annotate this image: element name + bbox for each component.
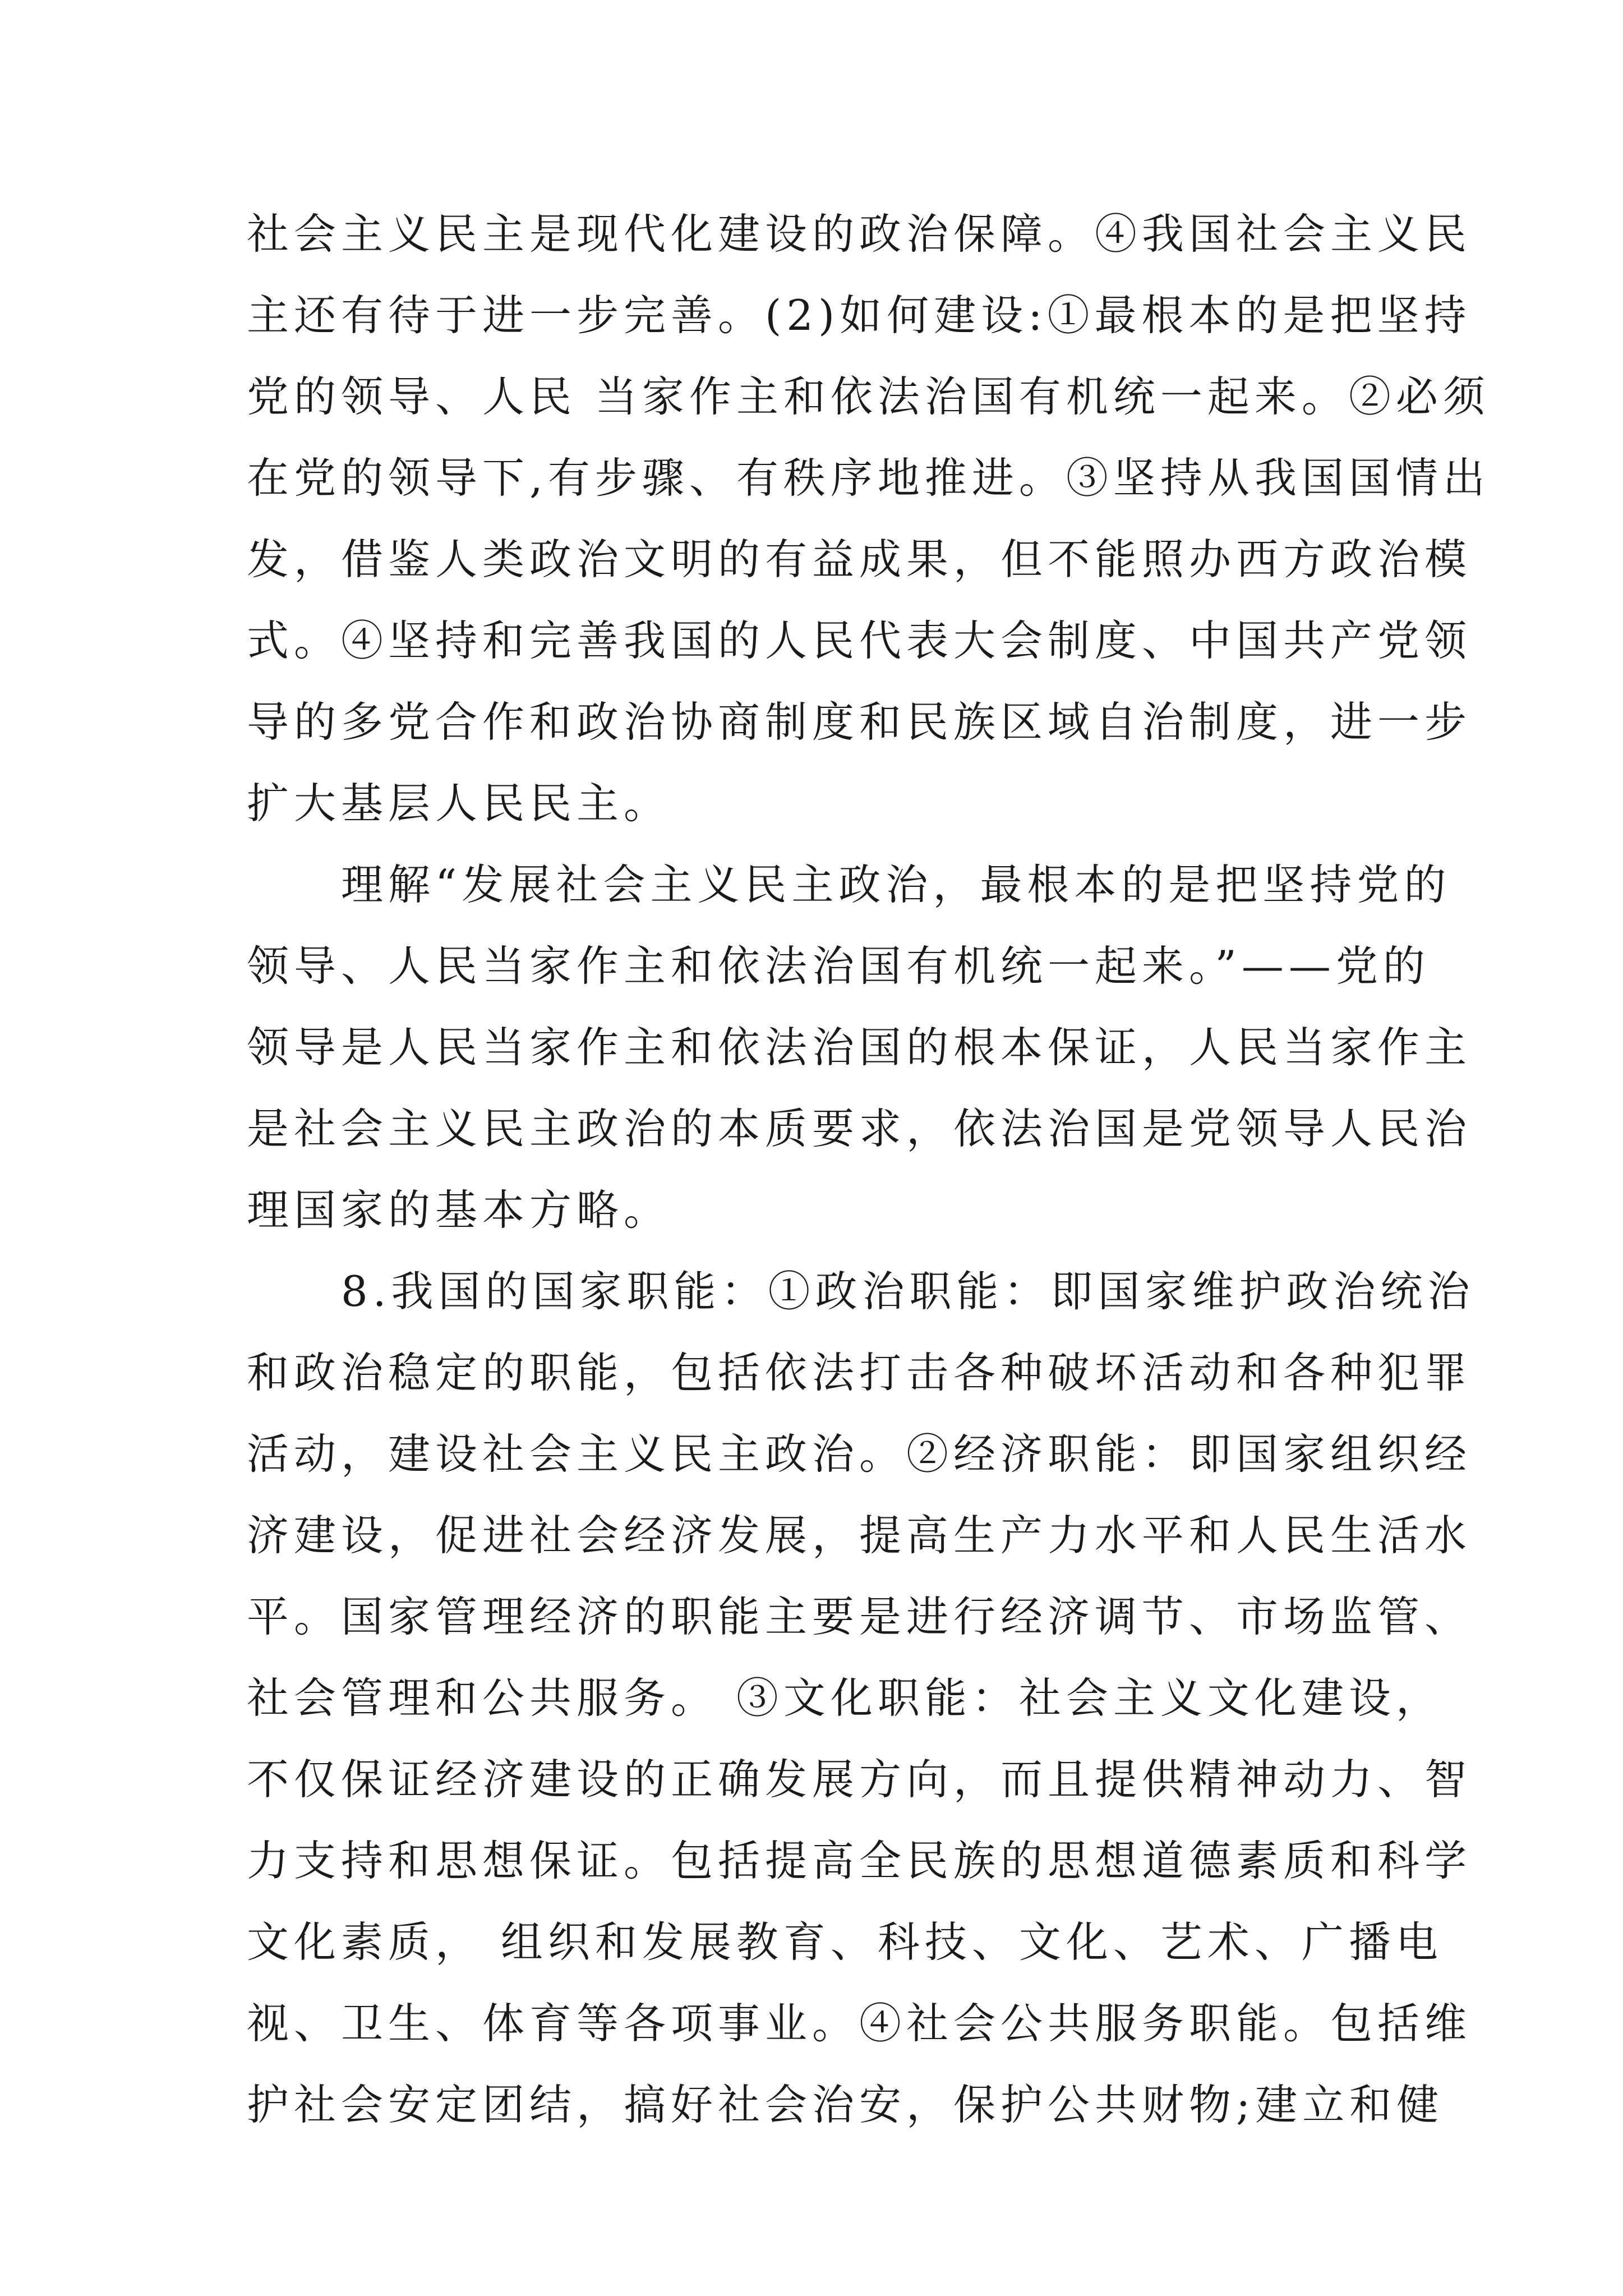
body-text bbox=[247, 194, 1490, 2146]
text-line: 和政治稳定的职能，包括依法打击各种破坏活动和各种犯罪 bbox=[247, 1348, 1472, 1397]
text-line: 平。国家管理经济的职能主要是进行经济调节、市场监管、 bbox=[247, 1592, 1472, 1641]
text-line: 活动，建设社会主义民主政治。②经济职能：即国家组织经 bbox=[247, 1429, 1472, 1479]
text-line: 发，借鉴人类政治文明的有益成果，但不能照办西方政治模 bbox=[247, 535, 1472, 584]
text-line: 党的领导、人民 当家作主和依法治国有机统一起来。②必须 bbox=[247, 372, 1490, 421]
text-line: 不仅保证经济建设的正确发展方向，而且提供精神动力、智 bbox=[247, 1755, 1472, 1804]
text-line: 文化素质， 组织和发展教育、科技、文化、艺术、广播电 bbox=[247, 1917, 1443, 1967]
text-line: 护社会安定团结，搞好社会治安，保护公共财物;建立和健 bbox=[247, 2080, 1444, 2129]
text-line: 是社会主义民主政治的本质要求，依法治国是党领导人民治 bbox=[247, 1104, 1472, 1153]
text-line: 主还有待于进一步完善。(2)如何建设:①最根本的是把坚持 bbox=[247, 291, 1472, 340]
text-line: 领导、人民当家作主和依法治国有机统一起来。”——党的 bbox=[247, 941, 1430, 991]
text-line: 领导是人民当家作主和依法治国的根本保证，人民当家作主 bbox=[247, 1023, 1472, 1072]
paragraph-start-line: 理解“发展社会主义民主政治，最根本的是把坚持党的 bbox=[247, 860, 1451, 909]
text-line: 济建设，促进社会经济发展，提高生产力水平和人民生活水 bbox=[247, 1511, 1472, 1560]
text-line: 导的多党合作和政治协商制度和民族区域自治制度，进一步 bbox=[247, 697, 1472, 747]
text-line: 理国家的基本方略。 bbox=[247, 1185, 671, 1235]
text-line: 式。④坚持和完善我国的人民代表大会制度、中国共产党领 bbox=[247, 616, 1472, 665]
text-line: 力支持和思想保证。包括提高全民族的思想道德素质和科学 bbox=[247, 1836, 1472, 1885]
text-line: 扩大基层人民民主。 bbox=[247, 779, 671, 828]
text-line: 社会主义民主是现代化建设的政治保障。④我国社会主义民 bbox=[247, 209, 1472, 259]
text-line: 社会管理和公共服务。 ③文化职能：社会主义文化建设， bbox=[247, 1673, 1443, 1723]
text-line: 视、卫生、体育等各项事业。④社会公共服务职能。包括维 bbox=[247, 1999, 1472, 2048]
text-line: 在党的领导下,有步骤、有秩序地推进。③坚持从我国国情出 bbox=[247, 453, 1490, 503]
paragraph-start-line: 8.我国的国家职能：①政治职能：即国家维护政治统治 bbox=[247, 1267, 1475, 1316]
